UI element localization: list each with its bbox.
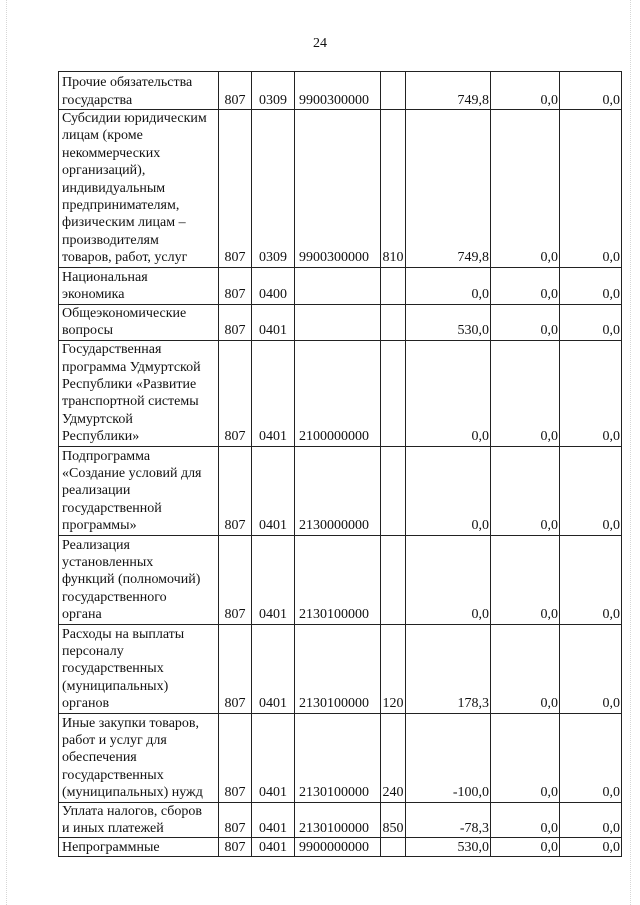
cell-name-line: индивидуальным (62, 180, 166, 196)
cell-csr: 2130100000 (295, 535, 381, 624)
table-body (59, 72, 622, 857)
table-row (59, 267, 622, 304)
cell-sum-1: -100,0 (406, 713, 491, 802)
cell-sum-2: 0,0 (491, 446, 560, 535)
cell-name-line: Республики «Развитие (62, 377, 197, 393)
page-number: 24 (313, 36, 327, 51)
cell-rzpr: 0401 (252, 340, 295, 446)
cell-name-line: (муниципальных) (62, 678, 169, 694)
cell-sum-2: 0,0 (491, 72, 560, 110)
cell-sum-2: 0,0 (491, 802, 560, 838)
cell-name (59, 535, 219, 624)
cell-ved: 807 (219, 624, 252, 713)
cell-ved: 807 (219, 802, 252, 838)
cell-ved: 807 (219, 713, 252, 802)
cell-name-line: органа (62, 607, 102, 623)
cell-name-line: Республики» (62, 429, 140, 445)
cell-name-line: организаций), (62, 163, 146, 179)
cell-name-line: персоналу (62, 644, 124, 660)
cell-name-line: установленных (62, 555, 154, 571)
cell-sum-2: 0,0 (491, 304, 560, 340)
cell-name-line: Подпрограмма (62, 448, 151, 464)
cell-name-line: программы» (62, 518, 137, 534)
cell-vr: 810 (381, 110, 406, 268)
cell-name-line: государственной (62, 500, 162, 516)
cell-name (59, 340, 219, 446)
cell-name (59, 110, 219, 268)
cell-name (59, 267, 219, 304)
cell-name-line: Государственная (62, 342, 162, 358)
cell-sum-1: 749,8 (406, 72, 491, 110)
cell-name-line: лицам (кроме (62, 128, 143, 144)
cell-rzpr: 0401 (252, 713, 295, 802)
cell-name-line: Иные закупки товаров, (62, 715, 200, 731)
cell-sum-1: 0,0 (406, 267, 491, 304)
cell-ved: 807 (219, 340, 252, 446)
cell-vr (381, 304, 406, 340)
cell-name-line: государственных (62, 661, 164, 677)
cell-name-line: работ и услуг для (62, 733, 167, 749)
cell-sum-2: 0,0 (491, 624, 560, 713)
cell-name-line: реализации (62, 483, 131, 499)
cell-name-line: органов (62, 696, 110, 712)
cell-ved: 807 (219, 304, 252, 340)
cell-csr: 2130100000 (295, 713, 381, 802)
cell-ved: 807 (219, 267, 252, 304)
cell-name-line: функций (полномочий) (62, 572, 201, 588)
cell-name-line: Общеэкономические (62, 305, 187, 321)
cell-rzpr: 0309 (252, 72, 295, 110)
table-row (59, 838, 622, 857)
cell-name-line: государственного (62, 589, 167, 605)
cell-sum-3: 0,0 (560, 72, 622, 110)
cell-name-line: государства (62, 92, 133, 108)
cell-rzpr: 0401 (252, 624, 295, 713)
cell-rzpr: 0400 (252, 267, 295, 304)
cell-sum-3: 0,0 (560, 535, 622, 624)
table-row (59, 110, 622, 268)
table-row (59, 535, 622, 624)
cell-sum-3: 0,0 (560, 838, 622, 857)
cell-ved: 807 (219, 535, 252, 624)
table-row (59, 624, 622, 713)
cell-name-line: Уплата налогов, сборов (62, 803, 202, 819)
table-row (59, 72, 622, 110)
cell-name-line: физическим лицам – (62, 215, 186, 231)
cell-sum-3: 0,0 (560, 624, 622, 713)
cell-name-line: Реализация (62, 537, 130, 553)
cell-sum-3: 0,0 (560, 304, 622, 340)
cell-sum-1: 749,8 (406, 110, 491, 268)
cell-name-line: вопросы (62, 323, 113, 339)
cell-csr (295, 267, 381, 304)
cell-sum-3: 0,0 (560, 110, 622, 268)
cell-sum-2: 0,0 (491, 110, 560, 268)
cell-sum-3: 0,0 (560, 446, 622, 535)
cell-csr: 9900300000 (295, 72, 381, 110)
left-edge-marks (6, 0, 11, 905)
cell-name-line: производителям (62, 232, 159, 248)
cell-name-line: программа Удмуртской (62, 359, 201, 375)
cell-vr (381, 267, 406, 304)
cell-ved: 807 (219, 446, 252, 535)
cell-name (59, 624, 219, 713)
cell-sum-2: 0,0 (491, 713, 560, 802)
cell-vr (381, 838, 406, 857)
cell-name-line: экономика (62, 287, 125, 303)
table-row (59, 446, 622, 535)
cell-sum-1: 0,0 (406, 340, 491, 446)
cell-sum-3: 0,0 (560, 802, 622, 838)
cell-csr: 9900300000 (295, 110, 381, 268)
cell-rzpr: 0401 (252, 304, 295, 340)
cell-name-line: транспортной системы (62, 394, 199, 410)
cell-ved: 807 (219, 110, 252, 268)
cell-name-line: обеспечения (62, 750, 137, 766)
cell-name-line: Прочие обязательства (62, 75, 193, 91)
cell-csr: 2130100000 (295, 802, 381, 838)
cell-sum-3: 0,0 (560, 340, 622, 446)
cell-name-line: Расходы на выплаты (62, 626, 185, 642)
cell-sum-3: 0,0 (560, 713, 622, 802)
cell-name-line: государственных (62, 767, 164, 783)
cell-ved: 807 (219, 72, 252, 110)
cell-csr: 2130100000 (295, 624, 381, 713)
budget-table (58, 71, 622, 857)
cell-vr: 120 (381, 624, 406, 713)
cell-rzpr: 0309 (252, 110, 295, 268)
cell-sum-1: 0,0 (406, 535, 491, 624)
cell-name-line: Субсидии юридическим (62, 111, 207, 126)
cell-sum-2: 0,0 (491, 267, 560, 304)
cell-name-line: Непрограммные (62, 840, 160, 856)
cell-vr (381, 446, 406, 535)
cell-csr: 9900000000 (295, 838, 381, 857)
cell-name (59, 446, 219, 535)
cell-sum-2: 0,0 (491, 838, 560, 857)
cell-sum-1: -78,3 (406, 802, 491, 838)
cell-vr (381, 72, 406, 110)
right-edge-marks (630, 0, 635, 905)
table-row (59, 802, 622, 838)
cell-csr: 2130000000 (295, 446, 381, 535)
cell-name-line: товаров, работ, услуг (62, 250, 188, 266)
cell-sum-3: 0,0 (560, 267, 622, 304)
cell-name-line: и иных платежей (62, 821, 164, 837)
cell-name (59, 838, 219, 857)
cell-name-line: «Создание условий для (62, 466, 202, 482)
cell-name-line: некоммерческих (62, 145, 161, 161)
cell-vr (381, 535, 406, 624)
cell-name (59, 802, 219, 838)
cell-rzpr: 0401 (252, 802, 295, 838)
cell-name (59, 304, 219, 340)
cell-name-line: (муниципальных) нужд (62, 785, 203, 801)
table-row (59, 304, 622, 340)
cell-vr (381, 340, 406, 446)
cell-sum-2: 0,0 (491, 340, 560, 446)
cell-vr: 850 (381, 802, 406, 838)
cell-vr: 240 (381, 713, 406, 802)
cell-sum-1: 0,0 (406, 446, 491, 535)
cell-ved: 807 (219, 838, 252, 857)
cell-name-line: Удмуртской (62, 411, 133, 427)
cell-name (59, 713, 219, 802)
cell-rzpr: 0401 (252, 446, 295, 535)
table-row (59, 713, 622, 802)
cell-rzpr: 0401 (252, 535, 295, 624)
cell-sum-1: 530,0 (406, 838, 491, 857)
cell-sum-2: 0,0 (491, 535, 560, 624)
table-row (59, 340, 622, 446)
cell-name (59, 72, 219, 110)
cell-name-line: Национальная (62, 269, 148, 285)
cell-csr: 2100000000 (295, 340, 381, 446)
cell-sum-1: 530,0 (406, 304, 491, 340)
cell-name-line: предпринимателям, (62, 198, 180, 214)
cell-csr (295, 304, 381, 340)
cell-rzpr: 0401 (252, 838, 295, 857)
cell-sum-1: 178,3 (406, 624, 491, 713)
